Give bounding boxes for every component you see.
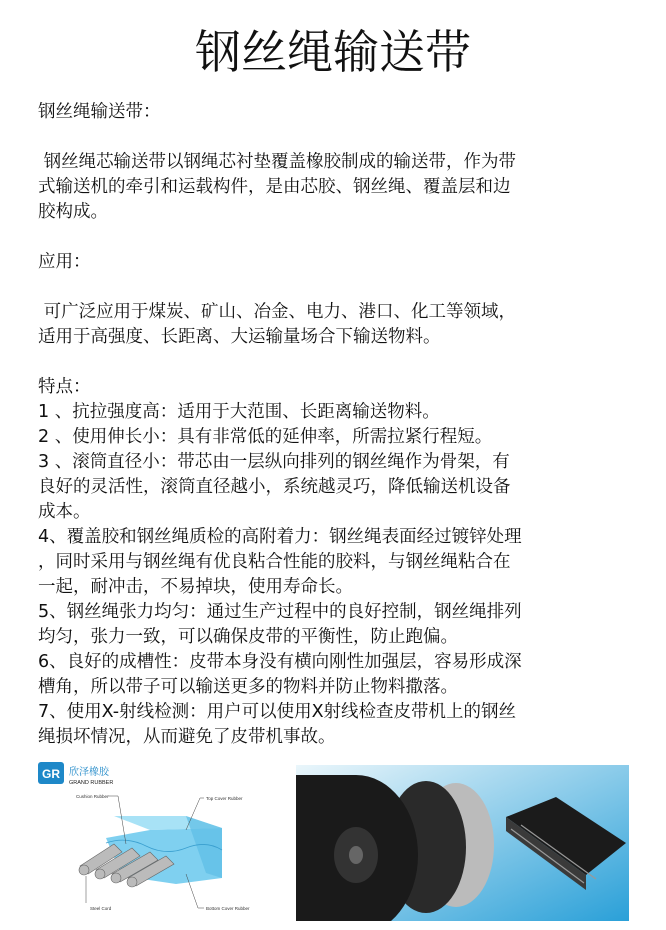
document-body [38, 100, 638, 750]
intro-line: 式输送机的牵引和运载构件，是由芯胶、钢丝绳、覆盖层和边 [38, 177, 511, 197]
feature-line: 槽角，所以带子可以输送更多的物料并防止物料撒落。 [38, 677, 458, 697]
feature-line: 7、使用X-射线检测：用户可以使用X射线检查皮带机上的钢丝 [38, 702, 517, 722]
application-heading: 应用： [38, 252, 91, 272]
feature-line: 6、良好的成槽性：皮带本身没有横向刚性加强层，容易形成深 [38, 652, 522, 672]
svg-text:GRAND RUBBER: GRAND RUBBER [69, 780, 114, 786]
belt-product-photo [296, 765, 629, 921]
svg-text:欣泽橡胶: 欣泽橡胶 [69, 767, 109, 778]
intro-line: 胶构成。 [38, 202, 108, 222]
svg-text:Top Cover Rubber: Top Cover Rubber [206, 796, 243, 801]
features-heading: 特点： [38, 377, 91, 397]
feature-line: 绳损坏情况，从而避免了皮带机事故。 [38, 727, 336, 747]
feature-line: 成本。 [38, 502, 91, 522]
page-title: 钢丝绳输送带 [195, 25, 471, 79]
feature-line: 良好的灵活性，滚筒直径越小，系统越灵巧，降低输送机设备 [38, 477, 511, 497]
feature-line: 1 、抗拉强度高：适用于大范围、长距离输送物料。 [38, 402, 440, 422]
svg-text:Cushion Rubber: Cushion Rubber [76, 794, 109, 799]
belt-structure-diagram [36, 758, 264, 922]
intro-line: 钢丝绳芯输送带以钢绳芯衬垫覆盖橡胶制成的输送带，作为带 [38, 152, 517, 172]
feature-line: 5、钢丝绳张力均匀：通过生产过程中的良好控制，钢丝绳排列 [38, 602, 522, 622]
feature-line: ，同时采用与钢丝绳有优良粘合性能的胶料，与钢丝绳粘合在 [38, 552, 511, 572]
feature-line: 4、覆盖胶和钢丝绳质检的高附着力：钢丝绳表面经过镀锌处理 [38, 527, 522, 547]
brand-logo [38, 762, 113, 786]
feature-line: 3 、滚筒直径小：带芯由一层纵向排列的钢丝绳作为骨架，有 [38, 452, 510, 472]
feature-line: 2 、使用伸长小：具有非常低的延伸率，所需拉紧行程短。 [38, 427, 493, 447]
feature-line: 均匀，张力一致，可以确保皮带的平衡性，防止跑偏。 [38, 627, 458, 647]
application-line: 适用于高强度、长距离、大运输量场合下输送物料。 [38, 327, 441, 347]
intro-heading: 钢丝绳输送带： [38, 102, 161, 122]
feature-line: 一起，耐冲击，不易掉块，使用寿命长。 [38, 577, 353, 597]
svg-text:GR: GR [42, 767, 60, 781]
svg-text:Steel Cord: Steel Cord [90, 906, 112, 911]
svg-text:Bottom Cover Rubber: Bottom Cover Rubber [206, 906, 250, 911]
application-line: 可广泛应用于煤炭、矿山、冶金、电力、港口、化工等领域， [38, 302, 517, 322]
